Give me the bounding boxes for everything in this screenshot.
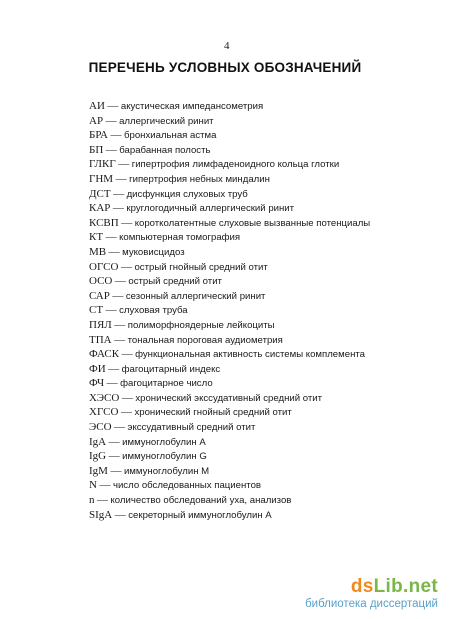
abbreviation-dash: — [105, 114, 117, 127]
abbreviation-term: ГНМ [89, 172, 114, 185]
abbreviation-term: КТ [89, 231, 104, 244]
abbreviation-definition: хронический экссудативный средний отит [135, 392, 323, 404]
abbreviation-definition: слуховая труба [119, 305, 188, 317]
abbreviation-definition: иммуноглобулин G [122, 451, 207, 463]
abbreviation-entry [89, 478, 439, 493]
abbreviation-term: IgA [89, 435, 107, 448]
abbreviation-definition: функциональная активность системы комплемента [135, 349, 365, 361]
abbreviation-dash: — [121, 216, 133, 229]
abbreviation-dash: — [121, 348, 133, 361]
abbreviation-entry [89, 201, 439, 216]
abbreviation-term: ТПА [89, 333, 112, 346]
abbreviation-definition: дисфункция слуховых труб [126, 188, 248, 200]
abbreviation-definition: сезонный аллергический ринит [125, 290, 266, 302]
abbreviation-dash: — [105, 231, 117, 244]
abbreviation-entry [89, 376, 439, 391]
abbreviation-definition: барабанная полость [119, 144, 211, 156]
abbreviation-dash: — [108, 450, 120, 463]
abbreviation-term: КСВП [89, 216, 119, 229]
abbreviation-entry [89, 464, 439, 479]
abbreviation-entry [89, 333, 439, 348]
abbreviation-definition: гипертрофия небных миндалин [129, 173, 270, 185]
logo-dot: . [403, 576, 409, 597]
abbreviation-entry [89, 114, 439, 129]
abbreviation-dash: — [115, 172, 127, 185]
abbreviation-dash: — [105, 304, 117, 317]
abbreviation-entry [89, 449, 439, 464]
abbreviation-term: АР [89, 114, 104, 127]
abbreviation-dash: — [108, 435, 120, 448]
abbreviation-entry [89, 260, 439, 275]
page-title: ПЕРЕЧЕНЬ УСЛОВНЫХ ОБОЗНАЧЕНИЙ [88, 60, 362, 75]
page-number: 4 [224, 40, 230, 52]
abbreviation-entry [89, 508, 439, 523]
abbreviation-definition: хронический гнойный средний отит [134, 407, 292, 419]
abbreviation-dash: — [107, 100, 119, 112]
abbreviation-term: ЭСО [89, 421, 112, 434]
abbreviation-dash: — [114, 421, 126, 434]
abbreviation-dash: — [120, 406, 132, 419]
abbreviation-term: ФАСК [89, 348, 120, 361]
abbreviation-entry [89, 420, 439, 435]
abbreviation-dash: — [110, 129, 122, 142]
abbreviation-term: ПЯЛ [89, 318, 112, 331]
abbreviation-entry [89, 187, 439, 202]
abbreviation-entry [89, 99, 439, 114]
abbreviation-dash: — [120, 260, 132, 273]
abbreviation-term: IgM [89, 464, 108, 477]
abbreviation-entry [89, 303, 439, 318]
abbreviation-definition: бронхиальная астма [123, 130, 217, 142]
abbreviation-definition: тональная пороговая аудиометрия [127, 334, 283, 346]
abbreviation-dash: — [112, 289, 124, 302]
abbreviation-term: ФЧ [89, 377, 105, 390]
abbreviation-term: N [89, 479, 97, 492]
abbreviation-definition: полиморфноядерные лейкоциты [127, 319, 275, 331]
abbreviation-term: IgG [89, 450, 107, 463]
abbreviation-list [89, 99, 439, 522]
abbreviation-entry [89, 493, 439, 508]
abbreviation-entry [89, 128, 439, 143]
abbreviation-entry [89, 362, 439, 377]
abbreviation-entry [89, 391, 439, 406]
abbreviation-term: ОСО [89, 275, 113, 288]
abbreviation-definition: иммуноглобулин М [123, 465, 210, 477]
abbreviation-definition: гипертрофия лимфаденоидного кольца глотки [131, 159, 340, 171]
abbreviation-dash: — [113, 187, 125, 200]
abbreviation-dash: — [112, 202, 124, 215]
abbreviation-term: SIgA [89, 508, 113, 521]
abbreviation-dash: — [108, 362, 120, 375]
abbreviation-dash: — [106, 377, 118, 390]
abbreviation-term: БРА [89, 129, 108, 142]
abbreviation-dash: — [110, 464, 122, 477]
abbreviation-definition: фагоцитарный индекс [121, 363, 221, 375]
abbreviation-dash: — [108, 245, 120, 258]
abbreviation-entry [89, 318, 439, 333]
abbreviation-definition: фагоцитарное число [120, 378, 213, 390]
abbreviation-term: ХГСО [89, 406, 119, 419]
abbreviation-definition: аллергический ринит [119, 115, 214, 127]
abbreviation-entry [89, 274, 439, 289]
abbreviation-dash: — [105, 143, 117, 156]
abbreviation-definition: число обследованных пациентов [112, 480, 262, 492]
abbreviation-entry [89, 143, 439, 158]
abbreviation-definition: острый средний отит [128, 276, 222, 288]
abbreviation-term: ОГСО [89, 260, 119, 273]
abbreviation-definition: муковисцидоз [122, 246, 185, 258]
abbreviation-dash: — [99, 479, 111, 492]
abbreviation-definition: экссудативный средний отит [127, 422, 256, 434]
abbreviation-entry [89, 435, 439, 450]
abbreviation-entry [89, 245, 439, 260]
abbreviation-entry [89, 230, 439, 245]
abbreviation-term: ДСТ [89, 187, 111, 200]
abbreviation-dash: — [114, 508, 126, 521]
logo-lib: Lib [373, 576, 403, 597]
logo-ds: ds [350, 576, 374, 597]
abbreviation-dash: — [114, 333, 126, 346]
abbreviation-entry [89, 172, 439, 187]
abbreviation-entry [89, 405, 439, 420]
abbreviation-term: ГЛКГ [89, 158, 116, 171]
abbreviation-entry [89, 289, 439, 304]
abbreviation-term: n [89, 494, 95, 507]
abbreviation-definition: компьютерная томография [119, 232, 241, 244]
abbreviation-term: САР [89, 289, 110, 302]
abbreviation-term: ХЭСО [89, 391, 120, 404]
dslib-watermark [305, 577, 438, 611]
abbreviation-definition: коротколатентные слуховые вызванные потенциалы [134, 217, 371, 229]
abbreviation-term: КАР [89, 202, 111, 215]
watermark-subtitle: библиотека диссертаций [305, 598, 438, 610]
logo-net: net [408, 576, 438, 597]
abbreviation-definition: круглогодичный аллергический ринит [126, 203, 295, 215]
abbreviation-entry [89, 347, 439, 362]
dslib-logo [305, 577, 438, 597]
abbreviation-term: МВ [89, 245, 107, 258]
abbreviation-definition: количество обследований уха, анализов [110, 495, 292, 507]
abbreviation-definition: секреторный иммуноглобулин А [128, 509, 272, 521]
abbreviation-term: ФИ [89, 362, 106, 375]
abbreviation-dash: — [97, 494, 108, 507]
abbreviation-definition: острый гнойный средний отит [134, 261, 268, 273]
abbreviation-term: БП [89, 143, 104, 156]
abbreviation-definition: акустическая импедансометрия [120, 101, 264, 112]
abbreviation-entry [89, 216, 439, 231]
abbreviation-term: АИ [89, 100, 105, 112]
abbreviation-term: СТ [89, 304, 104, 317]
abbreviation-definition: иммуноглобулин А [122, 436, 206, 448]
abbreviation-dash: — [114, 275, 126, 288]
abbreviation-entry [89, 157, 439, 172]
abbreviation-dash: — [118, 158, 130, 171]
abbreviation-dash: — [114, 318, 126, 331]
abbreviation-dash: — [121, 391, 133, 404]
